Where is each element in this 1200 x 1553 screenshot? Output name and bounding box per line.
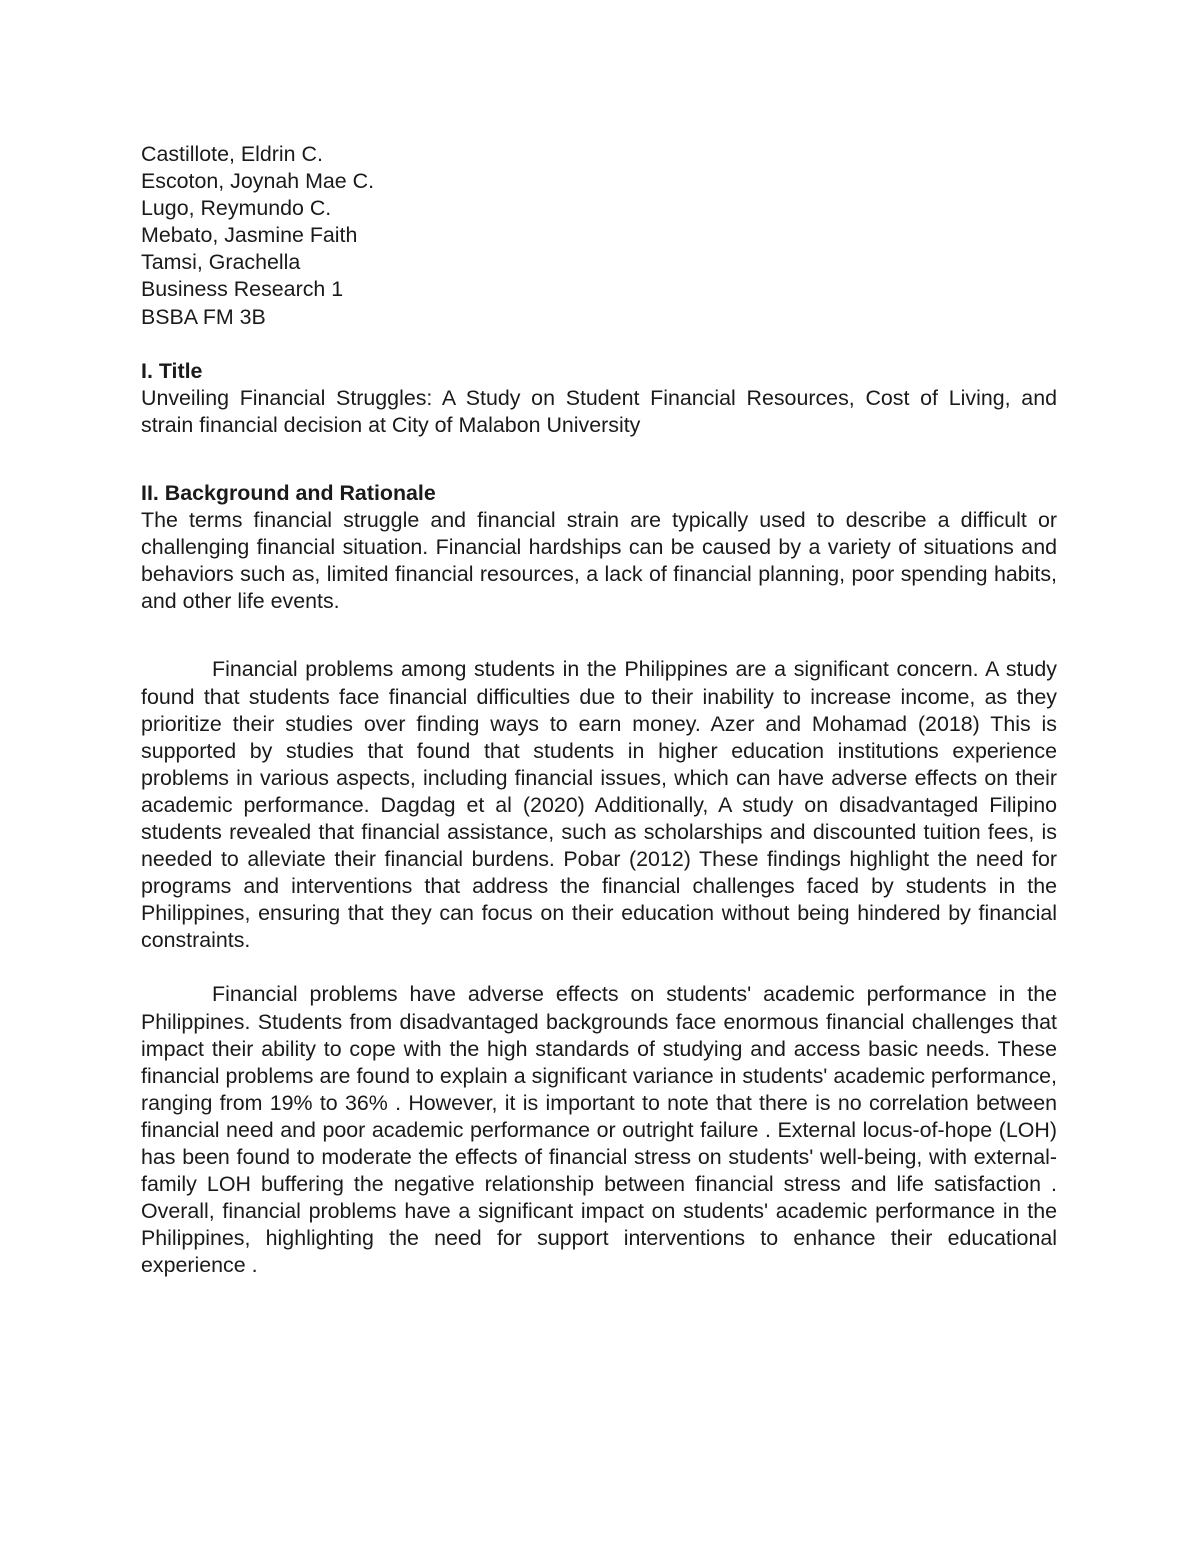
author-name: Escoton, Joynah Mae C. <box>141 169 375 194</box>
title-section <box>141 358 1057 439</box>
document-body <box>141 141 1057 1279</box>
background-paragraph-3: Financial problems have adverse effects on students' academic performance in the Philippines. Students from disadvantaged backgrounds face enormous financial challenges that impact their ability to cope with the high standards of studying and access basic needs. These financial problems are found to explain a significant variance in students' academic performance, ranging from 19% to 36% . However, it is important to note that there is no correlation between financial need and poor academic performance or outright failure . External locus-of-hope (LOH) has been found to moderate the effects of financial stress on students' well-being, with external-family LOH buffering the negative relationship between financial stress and life satisfaction . Overall, financial problems have a significant impact on students' academic performance in the Philippines, highlighting the need for support interventions to enhance their educational experience . <box>141 982 1057 1278</box>
author-name: Castillote, Eldrin C. <box>141 142 323 166</box>
author-list <box>141 141 1057 331</box>
background-section <box>141 480 1057 1280</box>
background-paragraph-2: Financial problems among students in the Philippines are a significant concern. A study found that students face financial difficulties due to their inability to increase income, as they prioritize their studies over finding ways to earn money. Azer and Mohamad (2018) This is supported by studies that found that students in higher education institutions experience problems in various aspects, including financial issues, which can have adverse effects on their academic performance. Dagdag et al (2020) Additionally, A study on disadvantaged Filipino students revealed that financial assistance, such as scholarships and discounted tuition fees, is needed to alleviate their financial burdens. Pobar (2012) These findings highlight the need for programs and interventions that address the financial challenges faced by students in the Philippines, ensuring that they can focus on their education without being hindered by financial constraints. <box>141 657 1057 953</box>
author-name: Lugo, Reymundo C. <box>141 196 332 221</box>
background-paragraph-1: The terms financial struggle and financial strain are typically used to describe a difficult or challenging financial situation. Financial hardships can be caused by a variety of situations and behaviors such as, limited financial resources, a lack of financial planning, poor spending habits, and other life events. <box>141 508 1057 614</box>
title-heading: I. Title <box>141 358 203 383</box>
author-name: Mebato, Jasmine Faith <box>141 223 358 248</box>
section-name: BSBA FM 3B <box>141 304 266 329</box>
course-name: Business Research 1 <box>141 277 344 302</box>
background-heading: II. Background and Rationale <box>141 480 436 505</box>
study-title: Unveiling Financial Struggles: A Study on Student Financial Resources, Cost of Living, and strain financial decision at City of Malabon University <box>141 385 1057 437</box>
author-name: Tamsi, Grachella <box>141 250 301 275</box>
